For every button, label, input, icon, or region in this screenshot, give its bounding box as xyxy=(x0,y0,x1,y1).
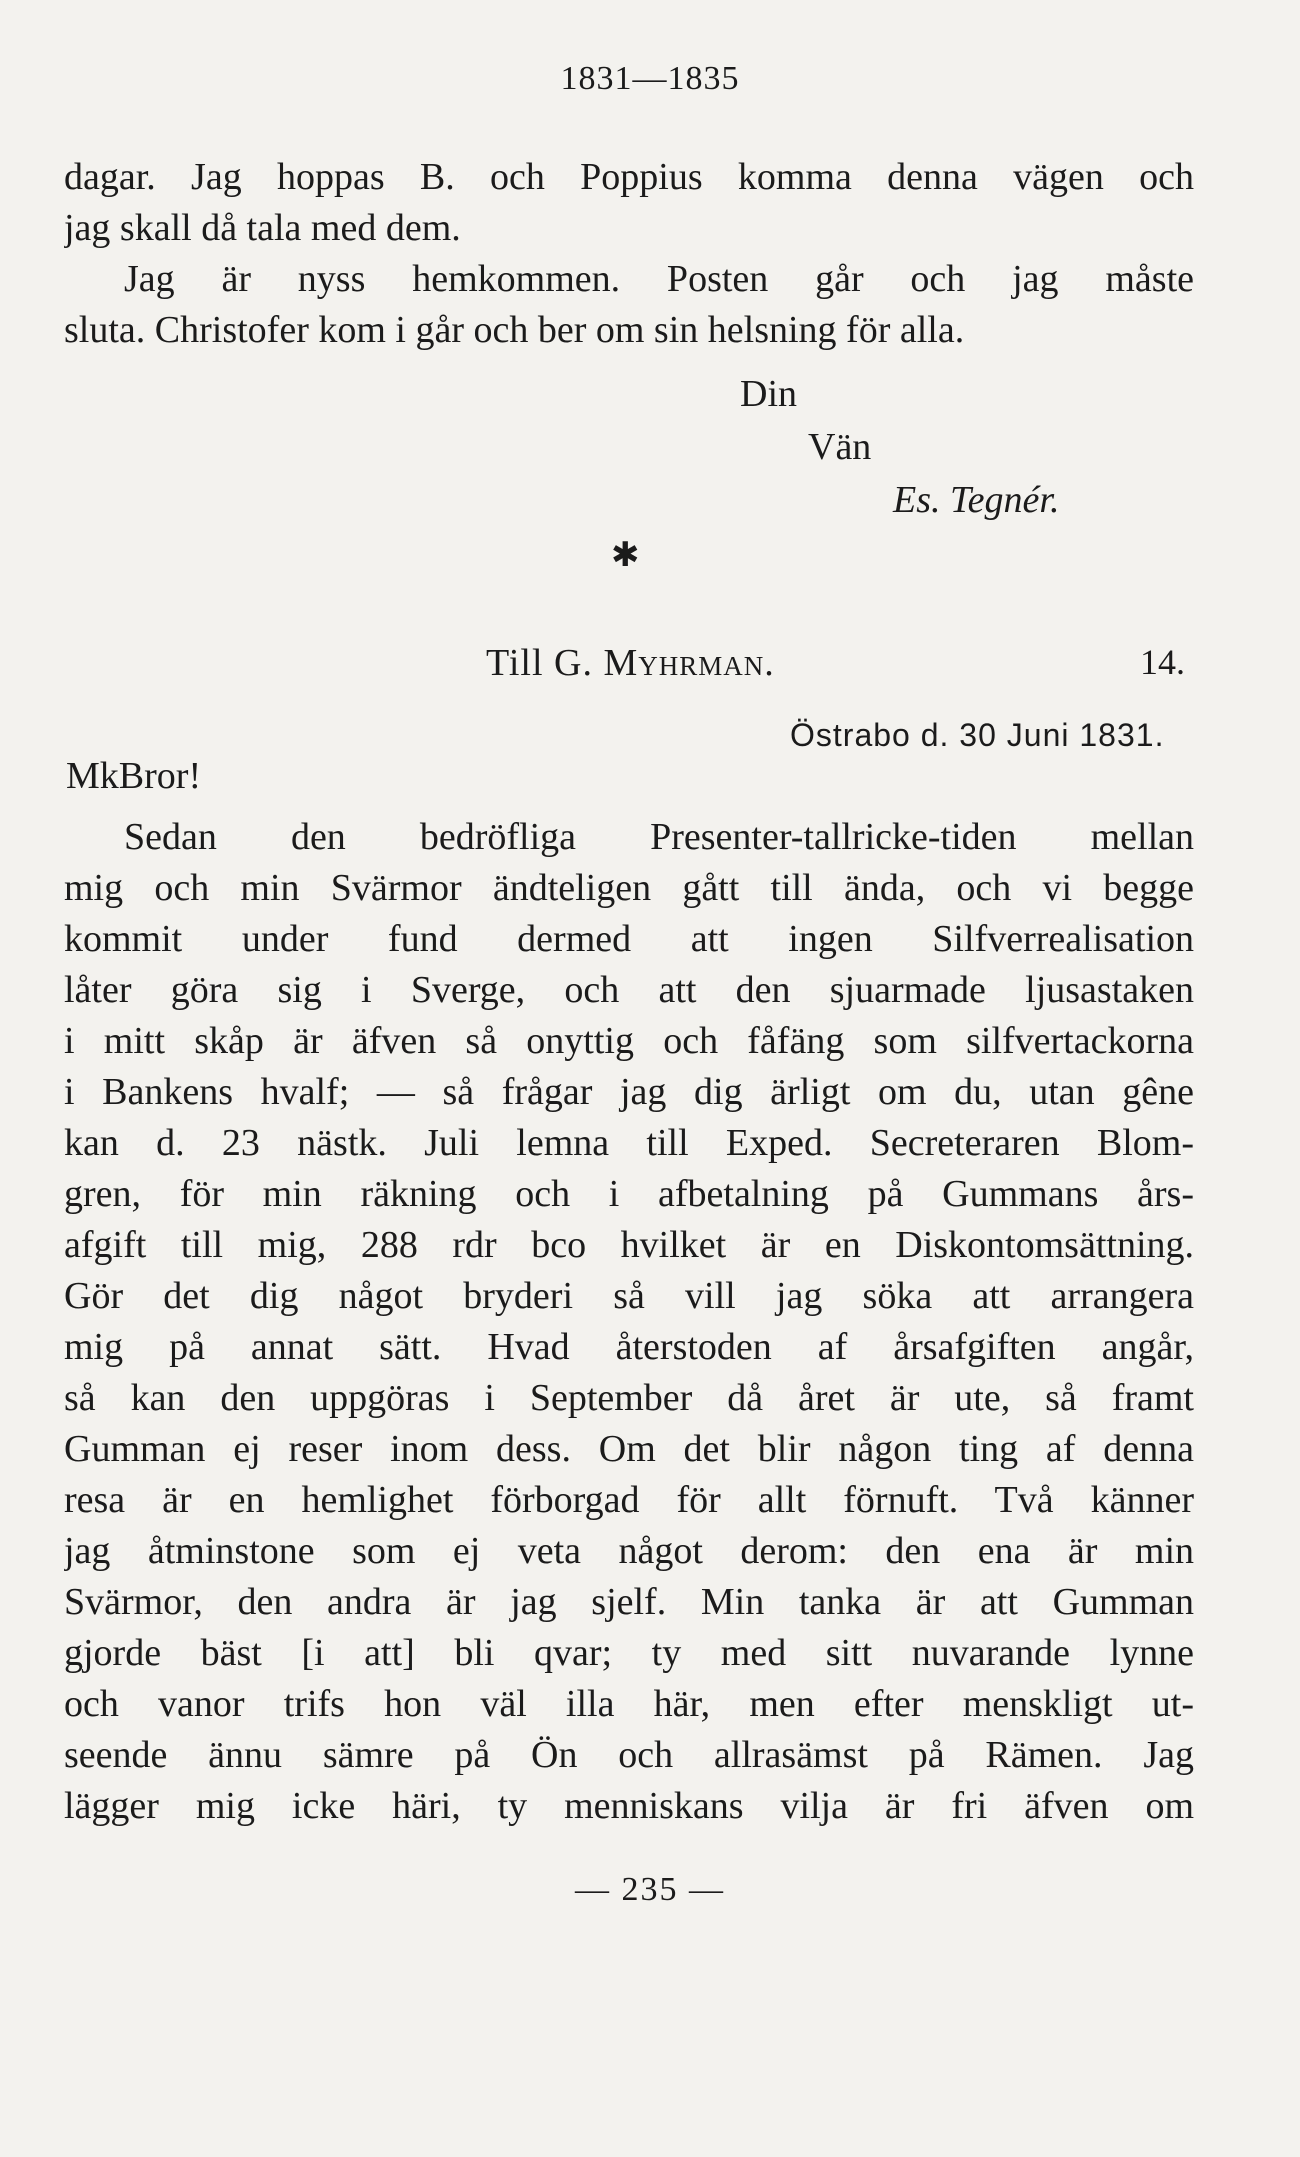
signoff-van: Vän xyxy=(808,426,872,468)
text-line: dagar. Jag hoppas B. och Poppius komma denna vägen och xyxy=(64,156,1194,198)
letter-13-closing-text xyxy=(64,152,1194,356)
letter-heading xyxy=(486,641,775,685)
text-line: mig på annat sätt. Hvad återstoden af årsafgiften angår, xyxy=(64,1326,1194,1368)
text-line: låter göra sig i Sverge, och att den sjuarmade ljusastaken xyxy=(64,969,1194,1011)
heading-recipient: Myhrman. xyxy=(603,642,775,684)
text-line: och vanor trifs hon väl illa här, men efter menskligt ut- xyxy=(64,1683,1194,1725)
text-line: Svärmor, den andra är jag sjelf. Min tanka är att Gumman xyxy=(64,1581,1194,1623)
section-star-ornament: ✱ xyxy=(611,537,640,574)
running-head: 1831—1835 xyxy=(560,60,740,97)
text-line: Jag är nyss hemkommen. Posten går och jag måste xyxy=(124,258,1194,300)
signoff-din: Din xyxy=(740,373,797,415)
signoff-name: Es. Tegnér. xyxy=(893,479,1060,521)
text-line: seende ännu sämre på Ön och allrasämst på Rämen. Jag xyxy=(64,1734,1194,1776)
text-line: Sedan den bedröfliga Presenter-tallricke-tiden mellan xyxy=(124,816,1194,858)
text-line: kan d. 23 nästk. Juli lemna till Exped. Secreteraren Blom- xyxy=(64,1122,1194,1164)
text-line: sluta. Christofer kom i går och ber om sin helsning för alla. xyxy=(64,309,965,351)
text-line: Gumman ej reser inom dess. Om det blir någon ting af denna xyxy=(64,1428,1194,1470)
text-line: i mitt skåp är äfven så onyttig och fåfäng som silfvertackorna xyxy=(64,1020,1194,1062)
letter-number: 14. xyxy=(1140,642,1185,682)
text-line: lägger mig icke häri, ty menniskans vilja är fri äfven om xyxy=(64,1785,1194,1827)
text-line: gjorde bäst [i att] bli qvar; ty med sitt nuvarande lynne xyxy=(64,1632,1194,1674)
text-line: gren, för min räkning och i afbetalning på Gummans års- xyxy=(64,1173,1194,1215)
text-line: mig och min Svärmor ändteligen gått till ända, och vi begge xyxy=(64,867,1194,909)
heading-prefix: Till G. xyxy=(486,642,593,684)
text-line: kommit under fund dermed att ingen Silfverrealisation xyxy=(64,918,1194,960)
text-line: jag åtminstone som ej veta något derom: den ena är min xyxy=(64,1530,1194,1572)
text-line: afgift till mig, 288 rdr bco hvilket är en Diskontomsättning. xyxy=(64,1224,1194,1266)
text-line: jag skall då tala med dem. xyxy=(64,207,461,249)
letter-dateline: Östrabo d. 30 Juni 1831. xyxy=(790,717,1165,753)
page-number: — 235 — xyxy=(575,1871,725,1908)
text-line: Gör det dig något bryderi så vill jag söka att arrangera xyxy=(64,1275,1194,1317)
text-line: så kan den uppgöras i September då året är ute, så framt xyxy=(64,1377,1194,1419)
letter-14-body-text xyxy=(64,812,1194,1832)
text-line: i Bankens hvalf; — så frågar jag dig ärligt om du, utan gêne xyxy=(64,1071,1194,1113)
letter-salutation: MkBror! xyxy=(66,755,202,797)
text-line: resa är en hemlighet förborgad för allt förnuft. Två känner xyxy=(64,1479,1194,1521)
